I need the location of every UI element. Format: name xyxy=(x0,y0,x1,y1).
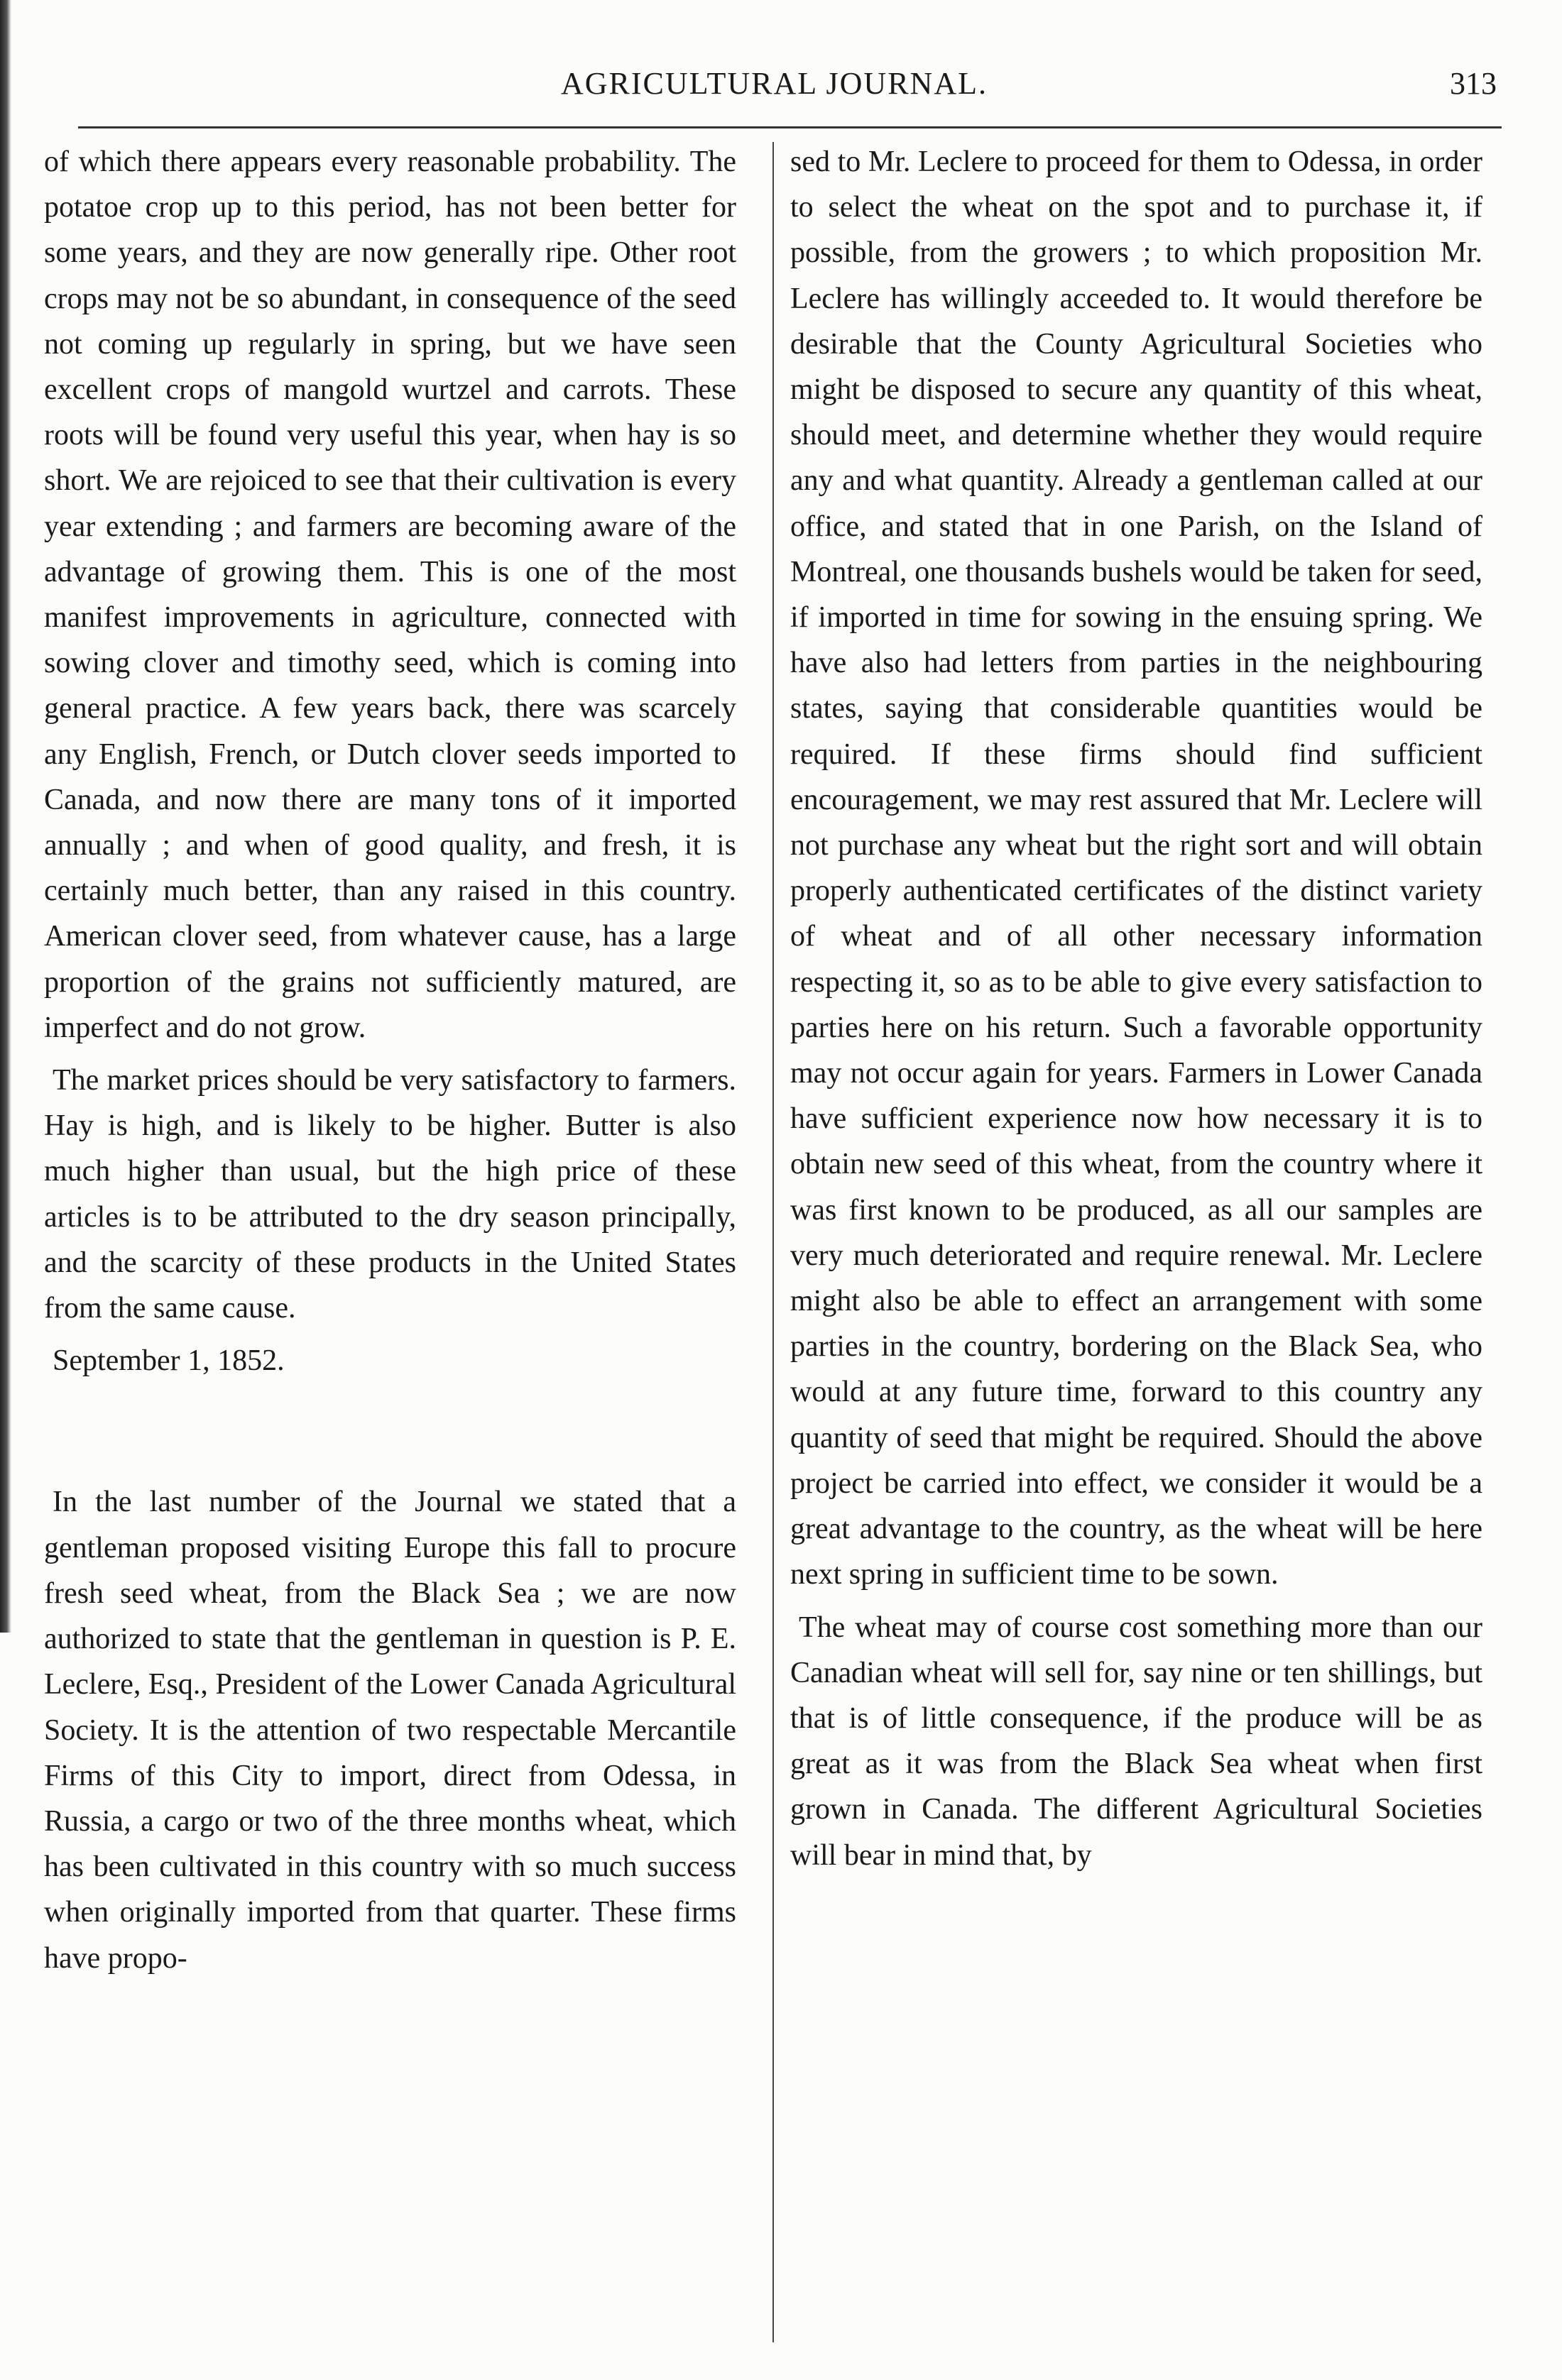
page-header xyxy=(0,65,1562,122)
section-break xyxy=(44,1383,736,1479)
running-title: AGRICULTURAL JOURNAL. xyxy=(561,66,988,101)
column-divider xyxy=(772,142,774,2342)
page-number: 313 xyxy=(1450,66,1497,101)
dateline: September 1, 1852. xyxy=(53,1344,285,1378)
article-paragraph: of which there appears every reasonable probability. The potatoe crop up to this period, has not been better for some years, and they are now generally ripe. Other root crops may not be so abundant, in consequence of the seed not coming up regularly in spring, but we have seen excellent crops of mangold wurtzel and carrots. These roots will be found very useful this year, when hay is so short. We are rejoiced to see that their cultivation is every year extending ; and farmers are becoming aware of the advantage of growing them. This is one of the most manifest improvements in agriculture, connected with sowing clover and timothy seed, which is coming into general practice. A few years back, there was scarcely any English, French, or Dutch clover seeds imported to Canada, and now there are many tons of it imported annually ; and when of good quality, and fresh, it is certainly much better, than any raised in this country. American clover seed, from whatever cause, has a large proportion of the grains not sufficiently matured, are imperfect and do not grow. xyxy=(44,146,736,1044)
book-spine-shadow xyxy=(0,0,11,1633)
article-paragraph: The market prices should be very satisfactory to farmers. Hay is high, and is likely to be higher. Butter is also much higher than usual, but the high price of these articles is to be attributed to the dry season principally, and the scarcity of these products in the United States from the same cause. xyxy=(44,1064,736,1325)
article-paragraph: In the last number of the Journal we stated that a gentleman proposed visiting Europe this fall to procure fresh seed wheat, from the Black Sea ; we are now authorized to state that the gentleman in question is P. E. Leclere, Esq., President of the Lower Canada Agricultural Society. It is the attention of two respectable Mercantile Firms of this City to import, direct from Odessa, in Russia, a cargo or two of the three months wheat, which has been cultivated in this country with so much success when originally imported from that quarter. These firms have propo- xyxy=(44,1486,736,1975)
right-column xyxy=(790,139,1482,1885)
article-paragraph: sed to Mr. Leclere to proceed for them to Odessa, in order to select the wheat on the spot and to purchase it, if possible, from the growers ; to which proposition Mr. Leclere has willingly acceeded to. It would therefore be desirable that the County Agricultural Societies who might be disposed to secure any quantity of this wheat, should meet, and determine whether they would require any and what quantity. Already a gentleman called at our office, and stated that in one Parish, on the Island of Montreal, one thousands bushels would be taken for seed, if imported in time for sowing in the ensuing spring. We have also had letters from parties in the neighbouring states, saying that considerable quantities would be required. If these firms should find sufficient encouragement, we may rest assured that Mr. Leclere will not purchase any wheat but the right sort and will obtain properly authenticated certificates of the distinct variety of wheat and of all other necessary information respecting it, so as to be able to give every satisfaction to parties here on his return. Such a favorable opportunity may not occur again for years. Farmers in Lower Canada have sufficient experience now how necessary it is to obtain new seed of this wheat, from the country where it was first known to be produced, as all our samples are very much deteriorated and require renewal. Mr. Leclere might also be able to effect an arrangement with some parties in the country, bordering on the Black Sea, who would at any future time, forward to this country any quantity of seed that might be required. Should the above project be carried into effect, we consider it would be a great advantage to the country, as the wheat will be here next spring in sufficient time to be sown. xyxy=(790,146,1482,1591)
article-paragraph: The wheat may of course cost something more than our Canadian wheat will sell for, say nine or ten shillings, but that is of little consequence, if the produce will be as great as it was from the Black Sea wheat when first grown in Canada. The different Agricultural Societies will bear in mind that, by xyxy=(790,1611,1482,1872)
left-column xyxy=(44,139,736,1988)
header-rule xyxy=(78,126,1502,128)
